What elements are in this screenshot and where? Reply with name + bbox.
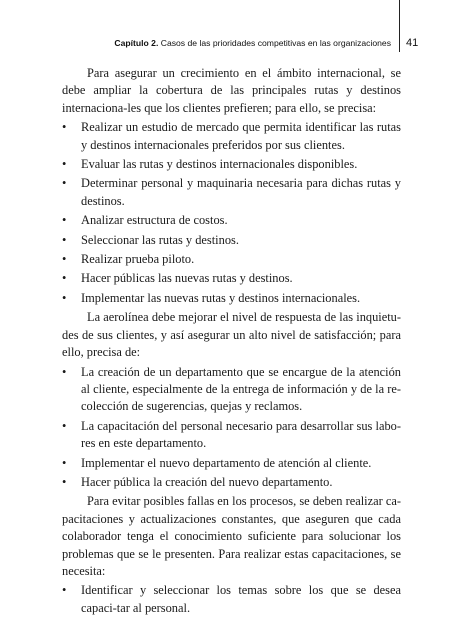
list-item: • Implementar el nuevo departamento de atención al cliente. — [62, 455, 401, 472]
list-item: • Identificar y seleccionar los temas sobre los que se desea capaci-tar al personal. — [62, 582, 401, 617]
bullet-list — [62, 119, 401, 307]
list-item: • Hacer pública la creación del nuevo departamento. — [62, 474, 401, 491]
chapter-label: Capítulo 2. — [114, 38, 159, 48]
bullet-list — [62, 582, 401, 617]
paragraph: La aerolínea debe mejorar el nivel de respuesta de las inquietu-des de sus clientes, y así asegurar un alto nivel de satisfacción; para ello, precisa de: — [62, 310, 401, 360]
list-item: • Evaluar las rutas y destinos internacionales disponibles. — [62, 156, 401, 173]
list-item: • La creación de un departamento que se encargue de la atención al cliente, especialmente de la entrega de información y de la re-colección de sugerencias, quejas y reclamos. — [62, 364, 401, 416]
list-item: • Seleccionar las rutas y destinos. — [62, 232, 401, 249]
list-item: • Hacer públicas las nuevas rutas y destinos. — [62, 270, 401, 287]
page-number: 41 — [406, 37, 419, 49]
header-divider — [399, 0, 400, 52]
list-item: • Realizar un estudio de mercado que permita identificar las rutas y destinos internacionales preferidos por sus clientes. — [62, 119, 401, 154]
bullet-list — [62, 364, 401, 492]
paragraph: Para evitar posibles fallas en los procesos, se deben realizar ca-pacitaciones y actualizaciones constantes, que aseguren que cada colaborador tenga el conocimiento suficiente para solucionar los problemas que se le presenten. Para realizar estas capacitaciones, se necesita: — [62, 494, 401, 578]
list-item: • Realizar prueba piloto. — [62, 251, 401, 268]
list-item: • Analizar estructura de costos. — [62, 212, 401, 229]
body-text — [62, 65, 401, 617]
chapter-title: Casos de las prioridades competitivas en las organizaciones — [160, 38, 391, 48]
list-item: • Implementar las nuevas rutas y destinos internacionales. — [62, 290, 401, 307]
running-header — [114, 38, 391, 48]
list-item: • La capacitación del personal necesario para desarrollar sus labo-res en este departamento. — [62, 418, 401, 453]
list-item: • Determinar personal y maquinaria necesaria para dichas rutas y destinos. — [62, 175, 401, 210]
paragraph: Para asegurar un crecimiento en el ámbito internacional, se debe ampliar la cobertura de las principales rutas y destinos internaciona-les que los clientes prefieren; para ello, se precisa: — [62, 66, 401, 115]
